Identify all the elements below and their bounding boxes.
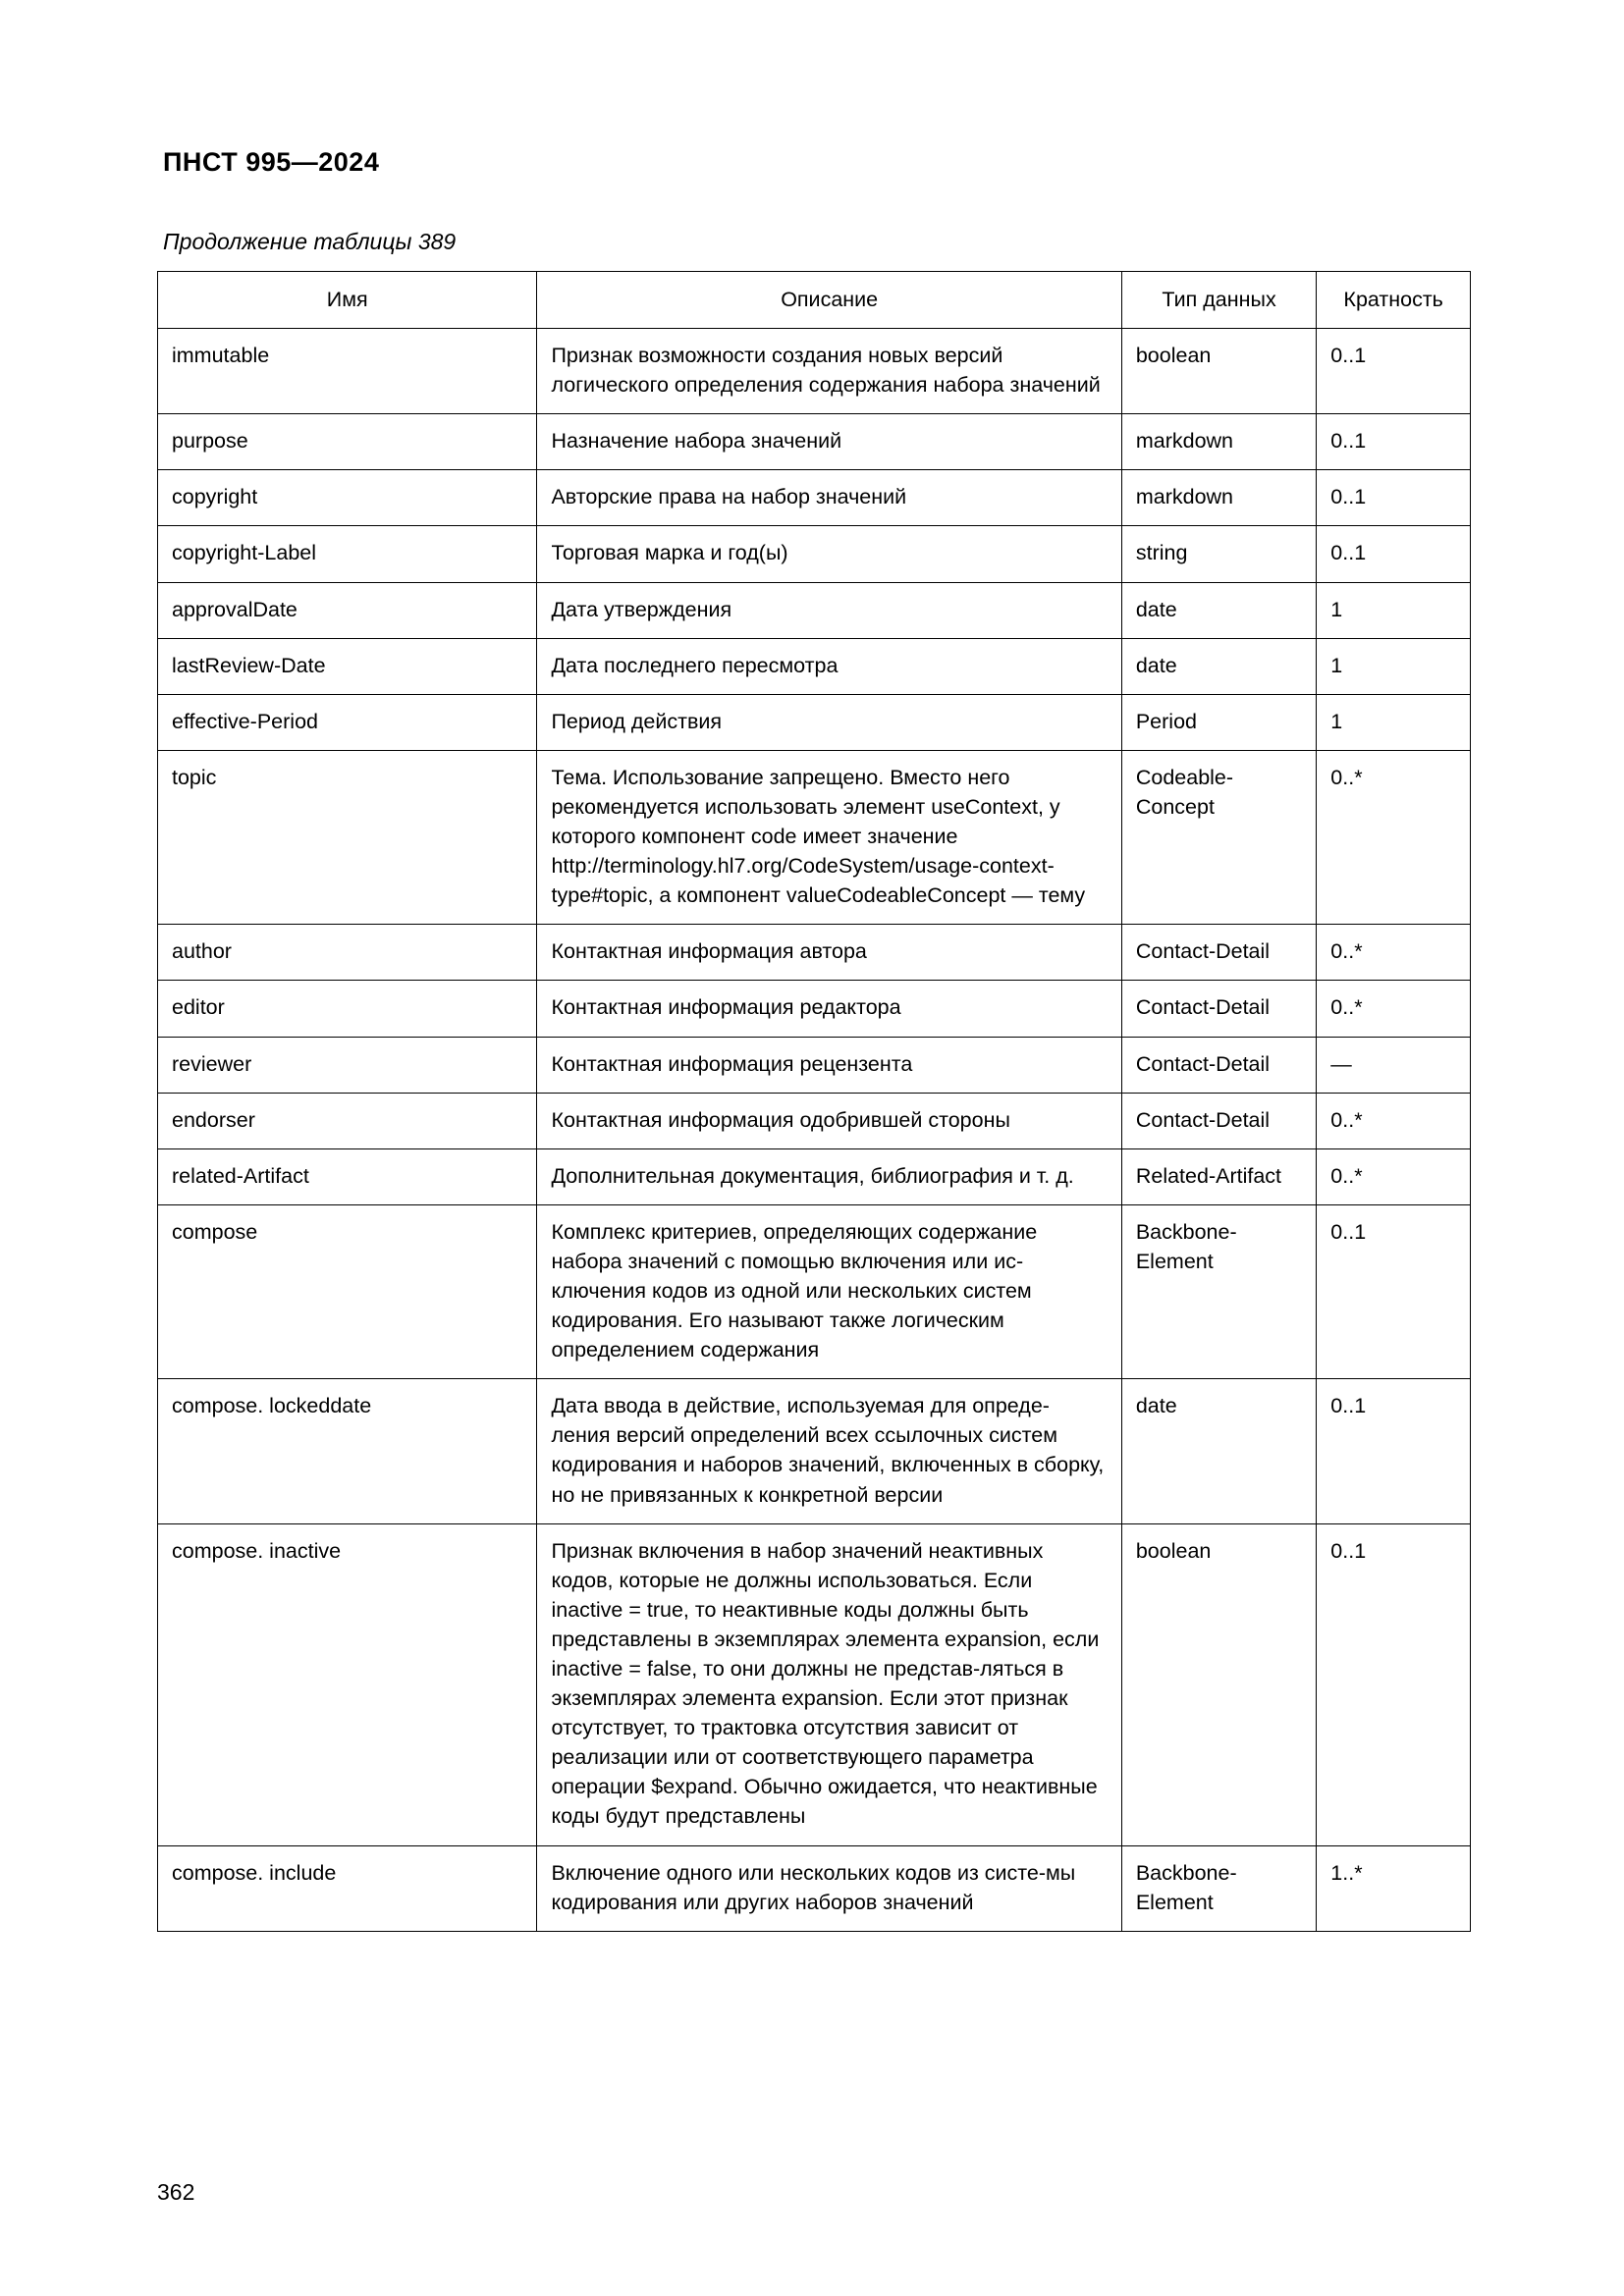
column-header-description: Описание <box>537 272 1121 329</box>
cell-name: related-Artifact <box>158 1148 537 1204</box>
cell-type: Contact-Detail <box>1121 981 1316 1037</box>
table-row <box>158 1523 1471 1845</box>
cell-description: Тема. Использование запрещено. Вместо него рекомендуется использовать элемент useContext, у которого компонент code имеет значение http://terminology.hl7.org/CodeSystem/usage-context-type#topic, а компонент valueCodeableConcept — тему <box>537 750 1121 924</box>
cell-cardinality: 1 <box>1317 582 1471 638</box>
table-row <box>158 1204 1471 1378</box>
cell-description: Признак возможности создания новых версий логического определения содержания набора значений <box>537 329 1121 414</box>
cell-description: Контактная информация редактора <box>537 981 1121 1037</box>
cell-description: Дата утверждения <box>537 582 1121 638</box>
cell-description: Контактная информация рецензента <box>537 1037 1121 1093</box>
cell-name: topic <box>158 750 537 924</box>
cell-description: Период действия <box>537 694 1121 750</box>
cell-cardinality: 0..* <box>1317 1148 1471 1204</box>
cell-description: Комплекс критериев, определяющих содержание набора значений с помощью включения или ис-ключения кодов из одной или нескольких систем кодирования. Его называют также логическим определением содержания <box>537 1204 1121 1378</box>
cell-name: copyright-Label <box>158 526 537 582</box>
cell-type: Backbone-Element <box>1121 1845 1316 1931</box>
table-row <box>158 1093 1471 1148</box>
cell-type: date <box>1121 1379 1316 1523</box>
cell-type: markdown <box>1121 470 1316 526</box>
cell-cardinality: — <box>1317 1037 1471 1093</box>
table-body <box>158 329 1471 1932</box>
table-row <box>158 1379 1471 1523</box>
cell-name: editor <box>158 981 537 1037</box>
document-standard-number: ПНСТ 995—2024 <box>163 147 380 177</box>
cell-cardinality: 0..1 <box>1317 414 1471 470</box>
cell-type: Codeable-Concept <box>1121 750 1316 924</box>
cell-description: Дата ввода в действие, используемая для опреде-ления версий определений всех ссылочных систем кодирования и наборов значений, включенных в сборку, но не привязанных к конкретной версии <box>537 1379 1121 1523</box>
page-number: 362 <box>157 2179 195 2205</box>
cell-type: Period <box>1121 694 1316 750</box>
cell-name: compose <box>158 1204 537 1378</box>
cell-name: author <box>158 925 537 981</box>
cell-type: Contact-Detail <box>1121 1093 1316 1148</box>
cell-name: purpose <box>158 414 537 470</box>
cell-type: boolean <box>1121 329 1316 414</box>
cell-type: Backbone-Element <box>1121 1204 1316 1378</box>
cell-type: markdown <box>1121 414 1316 470</box>
cell-description: Включение одного или нескольких кодов из систе-мы кодирования или других наборов значений <box>537 1845 1121 1931</box>
cell-cardinality: 1 <box>1317 694 1471 750</box>
column-header-cardinality: Кратность <box>1317 272 1471 329</box>
cell-name: compose. lockeddate <box>158 1379 537 1523</box>
cell-description: Признак включения в набор значений неактивных кодов, которые не должны использоваться. Если inactive = true, то неактивные коды должны быть представлены в экземплярах элемента expansion, если inactive = false, то они должны не представ-ляться в экземплярах элемента expansion. Если этот признак отсутствует, то трактовка отсутствия зависит от реализации или от соответствующего параметра операции $expand. Обычно ожидается, что неактивные коды будут представлены <box>537 1523 1121 1845</box>
table-row <box>158 329 1471 414</box>
table-row <box>158 981 1471 1037</box>
table-row <box>158 638 1471 694</box>
table-row <box>158 526 1471 582</box>
cell-name: compose. inactive <box>158 1523 537 1845</box>
table-row <box>158 1037 1471 1093</box>
cell-description: Контактная информация одобрившей стороны <box>537 1093 1121 1148</box>
cell-type: Related-Artifact <box>1121 1148 1316 1204</box>
cell-cardinality: 0..1 <box>1317 526 1471 582</box>
table-caption: Продолжение таблицы 389 <box>163 229 457 254</box>
cell-name: approvalDate <box>158 582 537 638</box>
cell-description: Авторские права на набор значений <box>537 470 1121 526</box>
table-row <box>158 582 1471 638</box>
cell-cardinality: 0..* <box>1317 981 1471 1037</box>
column-header-type: Тип данных <box>1121 272 1316 329</box>
cell-description: Назначение набора значений <box>537 414 1121 470</box>
cell-type: string <box>1121 526 1316 582</box>
table-row <box>158 1845 1471 1931</box>
cell-cardinality: 0..* <box>1317 1093 1471 1148</box>
cell-description: Дата последнего пересмотра <box>537 638 1121 694</box>
column-header-name: Имя <box>158 272 537 329</box>
table-row <box>158 414 1471 470</box>
cell-type: Contact-Detail <box>1121 925 1316 981</box>
table-row <box>158 694 1471 750</box>
cell-cardinality: 0..* <box>1317 750 1471 924</box>
cell-type: date <box>1121 582 1316 638</box>
cell-name: lastReview-Date <box>158 638 537 694</box>
cell-description: Торговая марка и год(ы) <box>537 526 1121 582</box>
cell-description: Контактная информация автора <box>537 925 1121 981</box>
table-header-row <box>158 272 1471 329</box>
cell-name: copyright <box>158 470 537 526</box>
table-row <box>158 1148 1471 1204</box>
table-header <box>158 272 1471 329</box>
cell-name: reviewer <box>158 1037 537 1093</box>
table-row <box>158 925 1471 981</box>
cell-name: effective-Period <box>158 694 537 750</box>
cell-cardinality: 0..* <box>1317 925 1471 981</box>
cell-cardinality: 0..1 <box>1317 329 1471 414</box>
cell-name: compose. include <box>158 1845 537 1931</box>
cell-description: Дополнительная документация, библиография и т. д. <box>537 1148 1121 1204</box>
cell-name: immutable <box>158 329 537 414</box>
cell-cardinality: 0..1 <box>1317 470 1471 526</box>
specification-table <box>157 271 1471 1932</box>
cell-cardinality: 0..1 <box>1317 1204 1471 1378</box>
table-row <box>158 750 1471 924</box>
cell-type: date <box>1121 638 1316 694</box>
cell-name: endorser <box>158 1093 537 1148</box>
cell-cardinality: 1..* <box>1317 1845 1471 1931</box>
cell-type: Contact-Detail <box>1121 1037 1316 1093</box>
cell-cardinality: 1 <box>1317 638 1471 694</box>
cell-cardinality: 0..1 <box>1317 1379 1471 1523</box>
cell-type: boolean <box>1121 1523 1316 1845</box>
table-row <box>158 470 1471 526</box>
cell-cardinality: 0..1 <box>1317 1523 1471 1845</box>
